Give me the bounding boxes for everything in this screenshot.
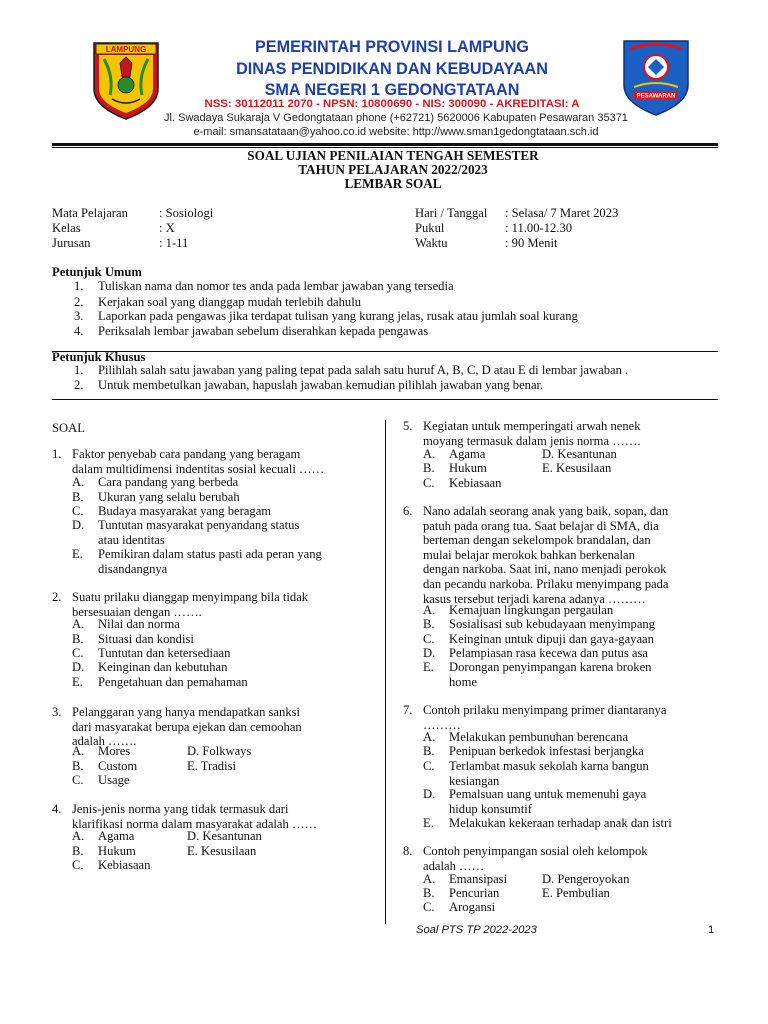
question-number: 6. bbox=[403, 504, 413, 518]
answer-option: D. Folkways bbox=[187, 744, 252, 758]
letterhead bbox=[0, 0, 768, 150]
pesawaran-emblem-icon bbox=[620, 37, 692, 117]
exam-sheet-label: LEMBAR SOAL bbox=[344, 176, 442, 191]
question-number: 1. bbox=[52, 447, 62, 461]
answer-option: D. Kesantunan bbox=[187, 829, 262, 843]
general-instructions-heading: Petunjuk Umum bbox=[52, 265, 142, 279]
info-waktu-label: Waktu bbox=[415, 236, 448, 250]
info-jurusan-value: : 1-11 bbox=[159, 236, 189, 250]
info-kelas-label: Kelas bbox=[52, 221, 81, 235]
answer-option: E. Kesusilaan bbox=[187, 844, 257, 858]
letterhead-identifiers: NSS: 30112011 2070 - NPSN: 10800690 - NIS: 300090 - AKREDITASI: A bbox=[204, 98, 580, 110]
svg-text:LAMPUNG: LAMPUNG bbox=[105, 45, 147, 54]
question-text: Faktor penyebab cara pandang yang beragam dalam multidimensi indentitas sosial kecuali …… bbox=[72, 447, 325, 476]
exam-info bbox=[52, 206, 718, 256]
letterhead-rule-thick bbox=[52, 143, 718, 146]
page-footer: Soal PTS TP 2022-2023 bbox=[416, 924, 537, 936]
question-number: 3. bbox=[52, 705, 62, 719]
page-number: 1 bbox=[708, 924, 715, 936]
question-number: 7. bbox=[403, 703, 413, 717]
info-jurusan-label: Jurusan bbox=[52, 236, 91, 250]
question-text: Jenis-jenis norma yang tidak termasuk dari klarifikasi norma dalam masyarakat adalah …… bbox=[72, 802, 318, 831]
info-mapel-value: : Sosiologi bbox=[159, 206, 214, 220]
info-waktu-value: : 90 Menit bbox=[505, 236, 558, 250]
answer-option: E. Pembulian bbox=[542, 886, 610, 900]
letterhead-address: Jl. Swadaya Sukaraja V Gedongtataan phone (+62721) 5620006 Kabupaten Pesawaran 35371 bbox=[164, 112, 628, 124]
question-text: Suatu prilaku dianggap menyimpang bila tidak bersesuaian dengan ……. bbox=[72, 590, 309, 619]
question-number: 4. bbox=[52, 802, 62, 816]
question-text: Contoh penyimpangan sosial oleh kelompok adalah …… bbox=[423, 844, 648, 873]
column-divider bbox=[385, 420, 386, 924]
answer-option: E. Kesusilaan bbox=[542, 461, 612, 475]
question-text: Pelanggaran yang hanya mendapatkan sanksi dari masyarakat berupa ejekan dan cemoohan adalah ……. bbox=[72, 705, 302, 749]
info-pukul-value: : 11.00-12.30 bbox=[505, 221, 573, 235]
info-mapel-label: Mata Pelajaran bbox=[52, 206, 128, 220]
question-text: Nano adalah seorang anak yang baik, sopan, dan patuh pada orang tua. Saat belajar di SMA, dia berteman dengan sekelompok brandalan, dan mulai belajar merokok bahkan berkenalan dengan narkoba. Saat ini, nano menjadi perokok dan pecandu narkoba. Prilaku menyimpang pada kasus tersebut terjadi karena adanya ……… bbox=[423, 504, 669, 606]
info-pukul-label: Pukul bbox=[415, 221, 445, 235]
exam-year: TAHUN PELAJARAN 2022/2023 bbox=[298, 162, 488, 177]
svg-text:PESAWARAN: PESAWARAN bbox=[636, 93, 676, 100]
divider bbox=[52, 399, 718, 400]
specific-instructions-heading: Petunjuk Khusus bbox=[52, 350, 146, 364]
info-kelas-value: : X bbox=[159, 221, 175, 235]
info-hari-label: Hari / Tanggal bbox=[415, 206, 488, 220]
question-number: 5. bbox=[403, 419, 413, 433]
divider bbox=[52, 351, 718, 352]
answer-option: D. Kesantunan bbox=[542, 447, 617, 461]
letterhead-school: SMA NEGERI 1 GEDONGTATAAN bbox=[264, 81, 520, 99]
question-text: Kegiatan untuk memperingati arwah nenek moyang termasuk dalam jenis norma ……. bbox=[423, 419, 641, 448]
answer-option: E. Tradisi bbox=[187, 759, 236, 773]
letterhead-government: PEMERINTAH PROVINSI LAMPUNG bbox=[254, 38, 529, 56]
letterhead-department: DINAS PENDIDIKAN DAN KEBUDAYAAN bbox=[236, 60, 548, 78]
info-hari-value: : Selasa/ 7 Maret 2023 bbox=[505, 206, 619, 220]
letterhead-contact: e-mail: smansatataan@yahoo.co.id website: http://www.sman1gedongtataan.sch.id bbox=[193, 126, 599, 138]
exam-title: SOAL UJIAN PENILAIAN TENGAH SEMESTER bbox=[247, 148, 539, 163]
question-number: 8. bbox=[403, 844, 413, 858]
question-text: Contoh prilaku menyimpang primer diantaranya ……… bbox=[423, 703, 667, 732]
answer-option: D. Pengeroyokan bbox=[542, 872, 630, 886]
soal-heading: SOAL bbox=[52, 421, 85, 435]
question-number: 2. bbox=[52, 590, 62, 604]
